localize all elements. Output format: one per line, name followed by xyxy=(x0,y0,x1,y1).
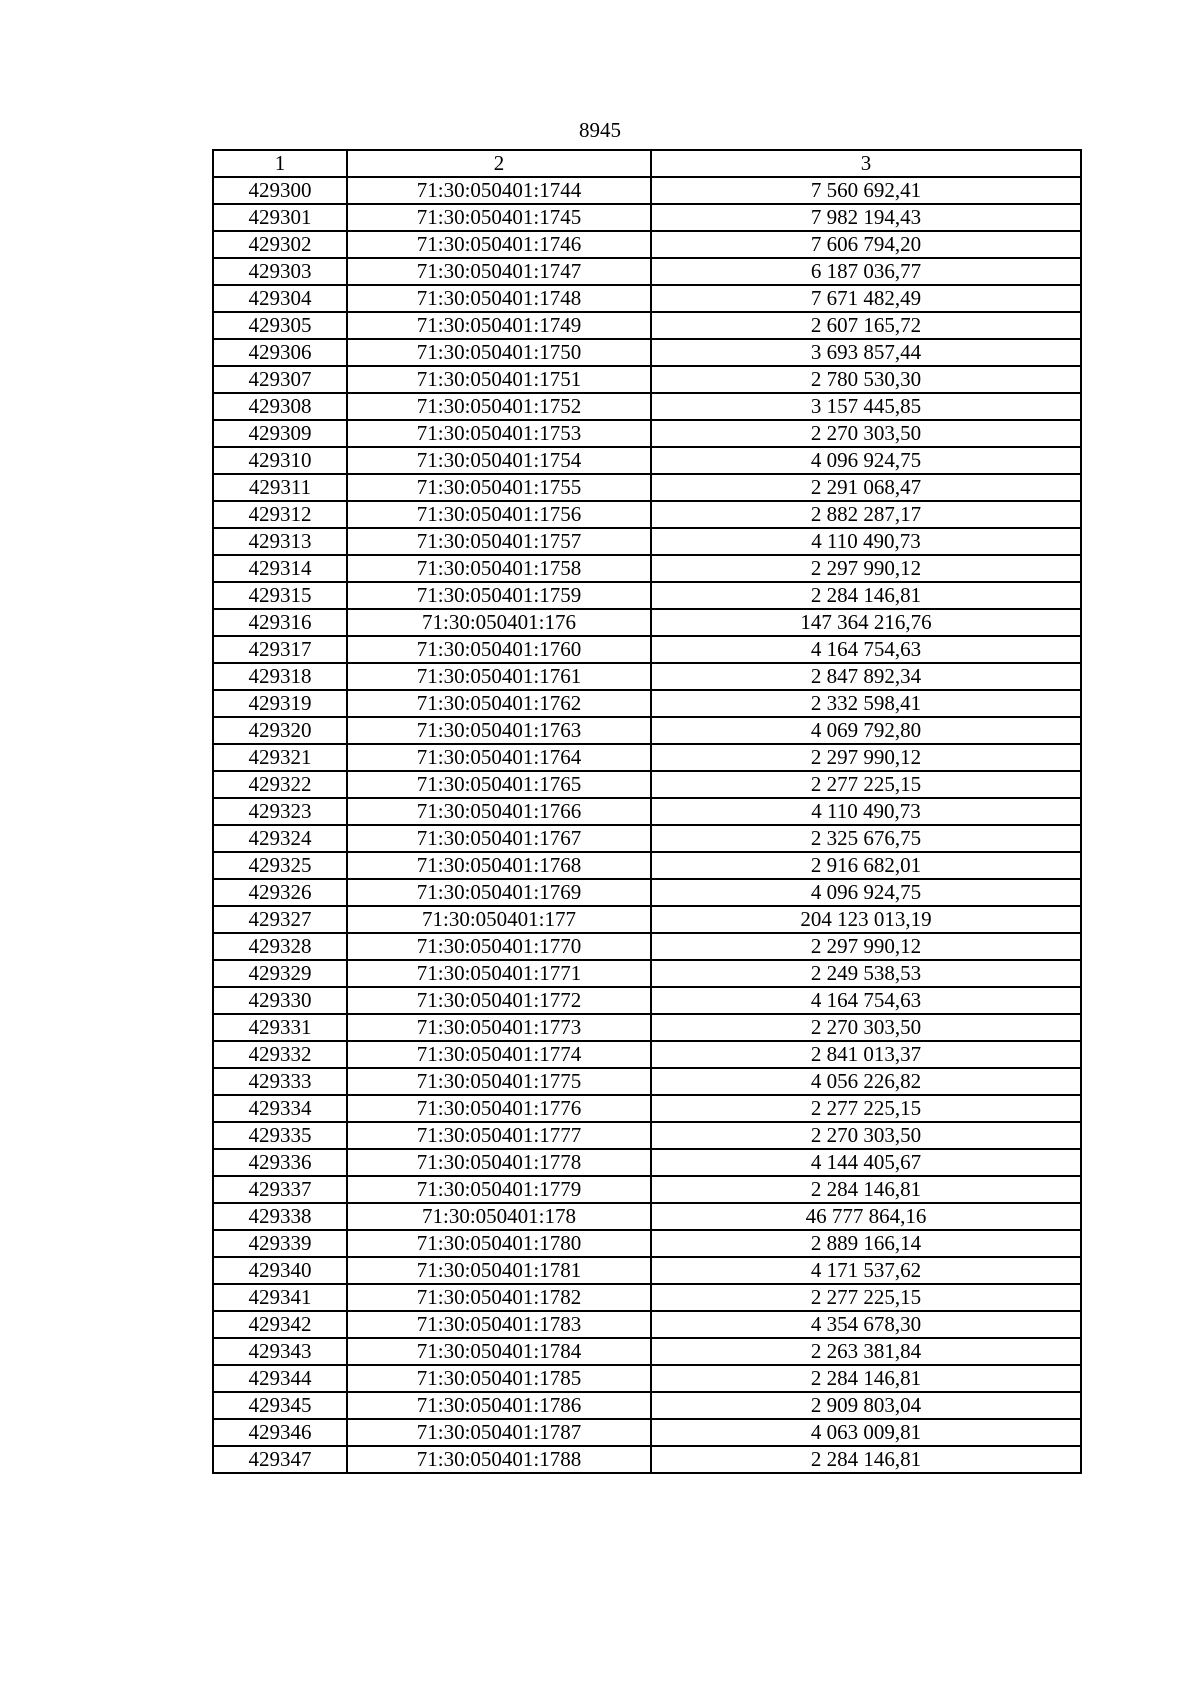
cadastral-number-cell: 71:30:050401:1763 xyxy=(347,717,651,744)
table-row xyxy=(213,1365,1081,1392)
table-row xyxy=(213,1203,1081,1230)
cadastral-number-cell: 71:30:050401:1765 xyxy=(347,771,651,798)
table-row xyxy=(213,798,1081,825)
cadastral-number-cell: 71:30:050401:1759 xyxy=(347,582,651,609)
table-row xyxy=(213,1014,1081,1041)
cadastral-number-cell: 71:30:050401:1777 xyxy=(347,1122,651,1149)
table-row xyxy=(213,285,1081,312)
row-number-cell: 429329 xyxy=(213,960,347,987)
table-row xyxy=(213,636,1081,663)
value-cell: 2 277 225,15 xyxy=(651,1284,1081,1311)
value-cell: 7 982 194,43 xyxy=(651,204,1081,231)
value-cell: 2 916 682,01 xyxy=(651,852,1081,879)
value-cell: 2 263 381,84 xyxy=(651,1338,1081,1365)
value-cell: 4 096 924,75 xyxy=(651,447,1081,474)
row-number-cell: 429302 xyxy=(213,231,347,258)
value-cell: 2 841 013,37 xyxy=(651,1041,1081,1068)
table-row xyxy=(213,528,1081,555)
cadastral-number-cell: 71:30:050401:1769 xyxy=(347,879,651,906)
value-cell: 4 354 678,30 xyxy=(651,1311,1081,1338)
row-number-cell: 429319 xyxy=(213,690,347,717)
value-cell: 4 171 537,62 xyxy=(651,1257,1081,1284)
value-cell: 2 297 990,12 xyxy=(651,555,1081,582)
value-cell: 4 096 924,75 xyxy=(651,879,1081,906)
row-number-cell: 429313 xyxy=(213,528,347,555)
row-number-cell: 429315 xyxy=(213,582,347,609)
table-row xyxy=(213,933,1081,960)
row-number-cell: 429344 xyxy=(213,1365,347,1392)
value-cell: 2 270 303,50 xyxy=(651,1014,1081,1041)
row-number-cell: 429305 xyxy=(213,312,347,339)
cadastral-number-cell: 71:30:050401:1750 xyxy=(347,339,651,366)
cadastral-number-cell: 71:30:050401:1774 xyxy=(347,1041,651,1068)
cadastral-number-cell: 71:30:050401:1760 xyxy=(347,636,651,663)
cadastral-number-cell: 71:30:050401:1764 xyxy=(347,744,651,771)
table-row xyxy=(213,555,1081,582)
value-cell: 46 777 864,16 xyxy=(651,1203,1081,1230)
row-number-cell: 429323 xyxy=(213,798,347,825)
row-number-cell: 429342 xyxy=(213,1311,347,1338)
row-number-cell: 429309 xyxy=(213,420,347,447)
cadastral-number-cell: 71:30:050401:1773 xyxy=(347,1014,651,1041)
value-cell: 2 332 598,41 xyxy=(651,690,1081,717)
cadastral-number-cell: 71:30:050401:1758 xyxy=(347,555,651,582)
row-number-cell: 429321 xyxy=(213,744,347,771)
value-cell: 7 671 482,49 xyxy=(651,285,1081,312)
row-number-cell: 429300 xyxy=(213,177,347,204)
value-cell: 2 297 990,12 xyxy=(651,744,1081,771)
value-cell: 204 123 013,19 xyxy=(651,906,1081,933)
value-cell: 4 063 009,81 xyxy=(651,1419,1081,1446)
cadastral-number-cell: 71:30:050401:1761 xyxy=(347,663,651,690)
table-row xyxy=(213,690,1081,717)
row-number-cell: 429301 xyxy=(213,204,347,231)
row-number-cell: 429341 xyxy=(213,1284,347,1311)
row-number-cell: 429311 xyxy=(213,474,347,501)
value-cell: 147 364 216,76 xyxy=(651,609,1081,636)
row-number-cell: 429316 xyxy=(213,609,347,636)
row-number-cell: 429332 xyxy=(213,1041,347,1068)
row-number-cell: 429324 xyxy=(213,825,347,852)
table-row xyxy=(213,1095,1081,1122)
cadastral-number-cell: 71:30:050401:1767 xyxy=(347,825,651,852)
table-row xyxy=(213,1149,1081,1176)
row-number-cell: 429314 xyxy=(213,555,347,582)
row-number-cell: 429345 xyxy=(213,1392,347,1419)
cadastral-number-cell: 71:30:050401:176 xyxy=(347,609,651,636)
value-cell: 2 270 303,50 xyxy=(651,420,1081,447)
table-row xyxy=(213,1392,1081,1419)
row-number-cell: 429333 xyxy=(213,1068,347,1095)
table-row xyxy=(213,1419,1081,1446)
table-row xyxy=(213,879,1081,906)
table-row xyxy=(213,1338,1081,1365)
table-row xyxy=(213,1230,1081,1257)
table-row xyxy=(213,447,1081,474)
value-cell: 2 607 165,72 xyxy=(651,312,1081,339)
table-row xyxy=(213,1122,1081,1149)
value-cell: 4 110 490,73 xyxy=(651,798,1081,825)
row-number-cell: 429347 xyxy=(213,1446,347,1473)
cadastral-number-cell: 71:30:050401:1747 xyxy=(347,258,651,285)
table-row xyxy=(213,204,1081,231)
cadastral-number-cell: 71:30:050401:1744 xyxy=(347,177,651,204)
row-number-cell: 429318 xyxy=(213,663,347,690)
cadastral-number-cell: 71:30:050401:178 xyxy=(347,1203,651,1230)
row-number-cell: 429339 xyxy=(213,1230,347,1257)
row-number-cell: 429304 xyxy=(213,285,347,312)
value-cell: 2 909 803,04 xyxy=(651,1392,1081,1419)
value-cell: 2 284 146,81 xyxy=(651,1365,1081,1392)
row-number-cell: 429331 xyxy=(213,1014,347,1041)
value-cell: 4 069 792,80 xyxy=(651,717,1081,744)
table-row xyxy=(213,663,1081,690)
value-cell: 2 889 166,14 xyxy=(651,1230,1081,1257)
row-number-cell: 429325 xyxy=(213,852,347,879)
row-number-cell: 429338 xyxy=(213,1203,347,1230)
table-row xyxy=(213,825,1081,852)
row-number-cell: 429317 xyxy=(213,636,347,663)
table-row xyxy=(213,1041,1081,1068)
table-row xyxy=(213,1257,1081,1284)
table-row xyxy=(213,1311,1081,1338)
table-row xyxy=(213,1176,1081,1203)
cadastral-number-cell: 71:30:050401:177 xyxy=(347,906,651,933)
table-row xyxy=(213,231,1081,258)
table-row xyxy=(213,258,1081,285)
value-cell: 2 325 676,75 xyxy=(651,825,1081,852)
row-number-cell: 429307 xyxy=(213,366,347,393)
table-row xyxy=(213,1068,1081,1095)
value-cell: 2 284 146,81 xyxy=(651,582,1081,609)
row-number-cell: 429330 xyxy=(213,987,347,1014)
table-body xyxy=(213,177,1081,1473)
cadastral-number-cell: 71:30:050401:1752 xyxy=(347,393,651,420)
cadastral-number-cell: 71:30:050401:1772 xyxy=(347,987,651,1014)
column-header: 1 xyxy=(213,150,347,177)
row-number-cell: 429308 xyxy=(213,393,347,420)
row-number-cell: 429336 xyxy=(213,1149,347,1176)
column-header: 3 xyxy=(651,150,1081,177)
value-cell: 4 164 754,63 xyxy=(651,636,1081,663)
table-row xyxy=(213,177,1081,204)
row-number-cell: 429346 xyxy=(213,1419,347,1446)
row-number-cell: 429322 xyxy=(213,771,347,798)
row-number-cell: 429327 xyxy=(213,906,347,933)
cadastral-number-cell: 71:30:050401:1751 xyxy=(347,366,651,393)
cadastral-number-cell: 71:30:050401:1780 xyxy=(347,1230,651,1257)
cadastral-number-cell: 71:30:050401:1762 xyxy=(347,690,651,717)
table-row xyxy=(213,852,1081,879)
value-cell: 4 056 226,82 xyxy=(651,1068,1081,1095)
table-row xyxy=(213,717,1081,744)
table-row xyxy=(213,582,1081,609)
cadastral-number-cell: 71:30:050401:1775 xyxy=(347,1068,651,1095)
column-header: 2 xyxy=(347,150,651,177)
cadastral-number-cell: 71:30:050401:1783 xyxy=(347,1311,651,1338)
table-row xyxy=(213,609,1081,636)
table-row xyxy=(213,960,1081,987)
row-number-cell: 429320 xyxy=(213,717,347,744)
value-cell: 4 144 405,67 xyxy=(651,1149,1081,1176)
cadastral-number-cell: 71:30:050401:1748 xyxy=(347,285,651,312)
cadastral-number-cell: 71:30:050401:1746 xyxy=(347,231,651,258)
cadastral-number-cell: 71:30:050401:1766 xyxy=(347,798,651,825)
value-cell: 2 847 892,34 xyxy=(651,663,1081,690)
page-number: 8945 xyxy=(579,118,621,142)
value-cell: 3 157 445,85 xyxy=(651,393,1081,420)
table-row xyxy=(213,393,1081,420)
cadastral-number-cell: 71:30:050401:1756 xyxy=(347,501,651,528)
cadastral-number-cell: 71:30:050401:1771 xyxy=(347,960,651,987)
table-row xyxy=(213,987,1081,1014)
cadastral-number-cell: 71:30:050401:1757 xyxy=(347,528,651,555)
value-cell: 2 270 303,50 xyxy=(651,1122,1081,1149)
cadastral-number-cell: 71:30:050401:1753 xyxy=(347,420,651,447)
registry-table xyxy=(212,149,1082,1474)
row-number-cell: 429310 xyxy=(213,447,347,474)
value-cell: 2 284 146,81 xyxy=(651,1176,1081,1203)
row-number-cell: 429312 xyxy=(213,501,347,528)
value-cell: 3 693 857,44 xyxy=(651,339,1081,366)
cadastral-number-cell: 71:30:050401:1754 xyxy=(347,447,651,474)
cadastral-number-cell: 71:30:050401:1745 xyxy=(347,204,651,231)
value-cell: 7 606 794,20 xyxy=(651,231,1081,258)
cadastral-number-cell: 71:30:050401:1787 xyxy=(347,1419,651,1446)
cadastral-number-cell: 71:30:050401:1781 xyxy=(347,1257,651,1284)
value-cell: 2 882 287,17 xyxy=(651,501,1081,528)
cadastral-number-cell: 71:30:050401:1784 xyxy=(347,1338,651,1365)
row-number-cell: 429306 xyxy=(213,339,347,366)
row-number-cell: 429326 xyxy=(213,879,347,906)
cadastral-number-cell: 71:30:050401:1779 xyxy=(347,1176,651,1203)
row-number-cell: 429337 xyxy=(213,1176,347,1203)
table-row xyxy=(213,501,1081,528)
table-header-row xyxy=(213,150,1081,177)
value-cell: 4 164 754,63 xyxy=(651,987,1081,1014)
value-cell: 2 780 530,30 xyxy=(651,366,1081,393)
table-row xyxy=(213,1446,1081,1473)
value-cell: 4 110 490,73 xyxy=(651,528,1081,555)
table-row xyxy=(213,744,1081,771)
cadastral-number-cell: 71:30:050401:1776 xyxy=(347,1095,651,1122)
cadastral-number-cell: 71:30:050401:1778 xyxy=(347,1149,651,1176)
value-cell: 7 560 692,41 xyxy=(651,177,1081,204)
table-row xyxy=(213,771,1081,798)
cadastral-number-cell: 71:30:050401:1749 xyxy=(347,312,651,339)
row-number-cell: 429334 xyxy=(213,1095,347,1122)
row-number-cell: 429303 xyxy=(213,258,347,285)
value-cell: 2 284 146,81 xyxy=(651,1446,1081,1473)
cadastral-number-cell: 71:30:050401:1786 xyxy=(347,1392,651,1419)
value-cell: 2 291 068,47 xyxy=(651,474,1081,501)
row-number-cell: 429335 xyxy=(213,1122,347,1149)
table-row xyxy=(213,366,1081,393)
table-row xyxy=(213,906,1081,933)
cadastral-number-cell: 71:30:050401:1782 xyxy=(347,1284,651,1311)
cadastral-number-cell: 71:30:050401:1785 xyxy=(347,1365,651,1392)
value-cell: 2 249 538,53 xyxy=(651,960,1081,987)
cadastral-number-cell: 71:30:050401:1755 xyxy=(347,474,651,501)
cadastral-number-cell: 71:30:050401:1788 xyxy=(347,1446,651,1473)
value-cell: 2 277 225,15 xyxy=(651,771,1081,798)
row-number-cell: 429343 xyxy=(213,1338,347,1365)
table-row xyxy=(213,474,1081,501)
cadastral-number-cell: 71:30:050401:1768 xyxy=(347,852,651,879)
row-number-cell: 429340 xyxy=(213,1257,347,1284)
table-row xyxy=(213,1284,1081,1311)
table-row xyxy=(213,339,1081,366)
value-cell: 2 297 990,12 xyxy=(651,933,1081,960)
value-cell: 2 277 225,15 xyxy=(651,1095,1081,1122)
cadastral-number-cell: 71:30:050401:1770 xyxy=(347,933,651,960)
value-cell: 6 187 036,77 xyxy=(651,258,1081,285)
table-row xyxy=(213,420,1081,447)
table-row xyxy=(213,312,1081,339)
row-number-cell: 429328 xyxy=(213,933,347,960)
